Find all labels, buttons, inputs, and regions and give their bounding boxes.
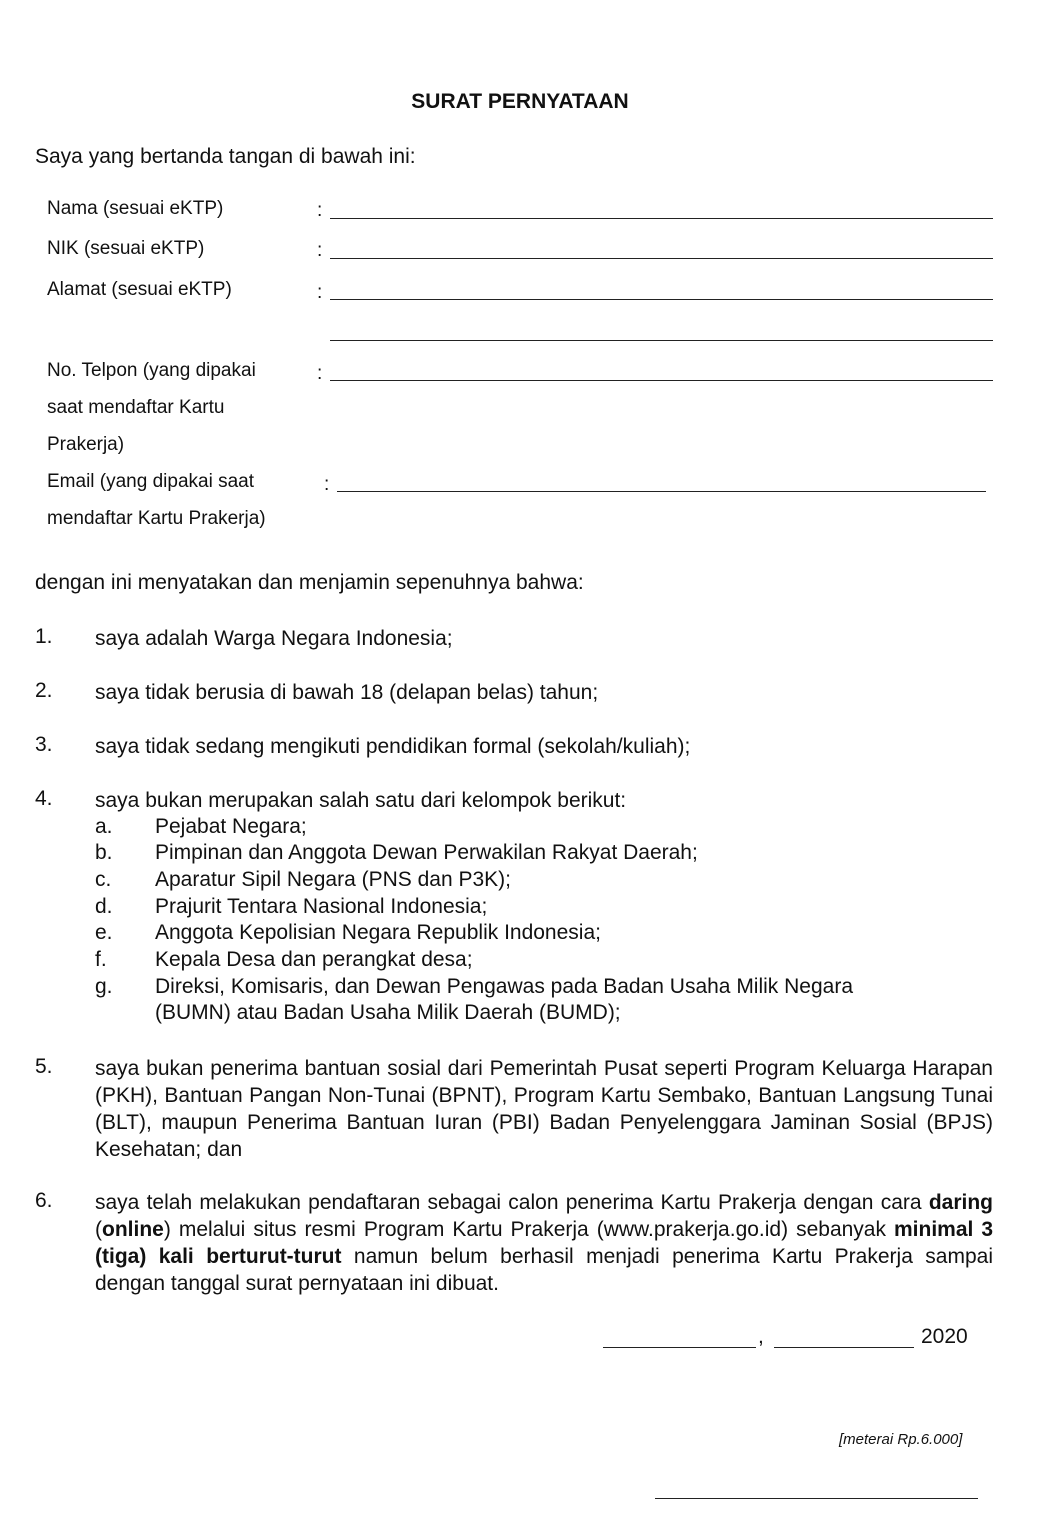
field-colon: : [317,363,323,384]
subitem-letter: b. [95,841,113,864]
document-title: SURAT PERNYATAAN [411,90,629,113]
field-colon: : [317,240,323,261]
field-line-telpon[interactable] [330,380,993,381]
field-label-email-1: Email (yang dipakai saat [47,471,254,492]
field-label-alamat: Alamat (sesuai eKTP) [47,279,232,300]
meterai-label: [meterai Rp.6.000] [839,1431,963,1448]
signature-line[interactable] [655,1498,978,1499]
item-number: 2. [35,679,53,702]
subitem-text: Pimpinan dan Anggota Dewan Perwakilan Rakyat Daerah; [155,841,698,864]
intro-text: Saya yang bertanda tangan di bawah ini: [35,145,416,168]
field-label-telpon-1: No. Telpon (yang dipakai [47,360,256,381]
field-label-email-2: mendaftar Kartu Prakerja) [47,508,266,529]
subitem-letter: g. [95,975,113,998]
subitem-text: Pejabat Negara; [155,815,307,838]
field-line-nik[interactable] [330,258,993,259]
item-text: saya tidak sedang mengikuti pendidikan formal (sekolah/kuliah); [95,735,691,758]
subitem-letter: f. [95,948,107,971]
date-place-line[interactable] [603,1347,756,1348]
item-text: saya adalah Warga Negara Indonesia; [95,627,453,650]
field-line-nama[interactable] [330,218,993,219]
field-colon: : [317,200,323,221]
subitem-letter: c. [95,868,112,891]
item-text: saya bukan penerima bantuan sosial dari Pemerintah Pusat seperti Program Keluarga Harapan (PKH), Bantuan Pangan Non-Tunai (BPNT), Program Kartu Sembako, Bantuan Langsung Tunai (BLT), maupun Penerima Bantuan Iuran (PBI) Badan Penyelenggara Jaminan Sosial (BPJS) Kesehatan; dan [95,1057,993,1161]
subitem-text: Anggota Kepolisian Negara Republik Indonesia; [155,921,601,944]
item-number: 1. [35,625,53,648]
field-line-email[interactable] [337,491,986,492]
subitem-text: Direksi, Komisaris, dan Dewan Pengawas pada Badan Usaha Milik Negara [155,975,854,998]
subitem-letter: d. [95,895,113,918]
field-line-alamat[interactable] [330,299,993,300]
item-number: 6. [35,1189,53,1212]
field-label-telpon-2: saat mendaftar Kartu [47,397,225,418]
item-text: saya bukan merupakan salah satu dari kelompok berikut: [95,789,627,812]
field-line-alamat-2[interactable] [330,340,993,341]
field-label-nama: Nama (sesuai eKTP) [47,198,224,219]
date-comma: , [758,1325,764,1348]
date-day-line[interactable] [774,1347,914,1348]
subitem-text: Aparatur Sipil Negara (PNS dan P3K); [155,868,512,891]
item-number: 5. [35,1055,53,1078]
subitem-text: (BUMN) atau Badan Usaha Milik Daerah (BUMD); [155,1001,621,1024]
item-number: 3. [35,733,53,756]
statement-text: dengan ini menyatakan dan menjamin sepenuhnya bahwa: [35,571,584,594]
item-text-6: saya telah melakukan pendaftaran sebagai calon penerima Kartu Prakerja dengan cara daring (online) melalui situs resmi Program Kartu Prakerja (www.prakerja.go.id) sebanyak minimal 3 (tiga) kali berturut-turut namun belum berhasil menjadi penerima Kartu Prakerja sampai dengan tanggal surat pernyataan ini dibuat. [95,1191,994,1295]
field-colon: : [324,474,330,495]
item-number: 4. [35,787,53,810]
subitem-text: Kepala Desa dan perangkat desa; [155,948,473,971]
field-colon: : [317,282,323,303]
subitem-text: Prajurit Tentara Nasional Indonesia; [155,895,488,918]
field-label-telpon-3: Prakerja) [47,434,125,455]
subitem-letter: a. [95,815,113,838]
date-year: 2020 [921,1325,968,1348]
field-label-nik: NIK (sesuai eKTP) [47,238,205,259]
subitem-letter: e. [95,921,113,944]
item-text: saya tidak berusia di bawah 18 (delapan belas) tahun; [95,681,599,704]
